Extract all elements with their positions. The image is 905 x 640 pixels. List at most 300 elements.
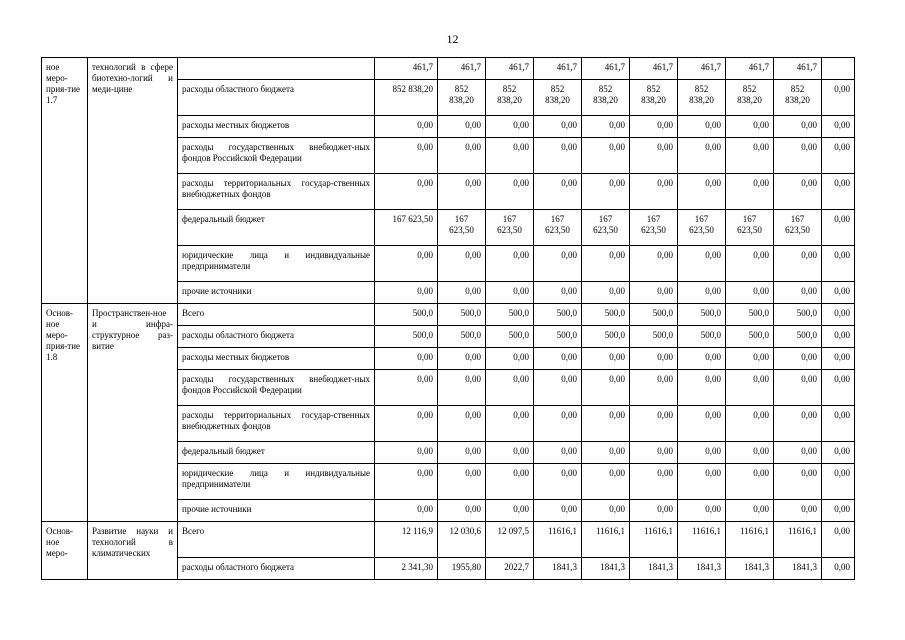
value-cell [486,304,534,326]
value-cell [630,442,678,464]
value-text: 500,0 [796,330,817,340]
value-text: 500,0 [460,330,481,340]
value-cell [486,210,534,246]
value-cell [726,442,774,464]
value-cell [726,116,774,138]
value-cell [582,304,630,326]
funding-source: Всего [178,522,375,558]
value-cell [822,246,855,282]
value-cell [726,464,774,500]
value-text: 0,00 [834,468,850,478]
value-text: 1955,80 [451,562,481,572]
value-cell [486,246,534,282]
value-cell [438,174,486,210]
value-cell [774,406,822,442]
value-text: 167 623,50 [689,214,714,235]
value-text: 0,00 [513,504,529,514]
value-cell [582,442,630,464]
measure-code: Основ-ное меро-прия-тие 1.8 [42,304,88,522]
value-text: 0,00 [513,410,529,420]
value-cell [534,80,582,116]
value-cell [630,116,678,138]
value-text: 461,7 [556,62,577,72]
value-cell [438,304,486,326]
value-cell [630,348,678,370]
value-text: 0,00 [561,142,577,152]
value-cell [774,210,822,246]
value-text: 0,00 [657,120,673,130]
measure-name: Пространствен-ное и инфра-структурное раз-витие [88,304,178,522]
value-text: 167 623,50 [449,214,474,235]
value-cell [630,406,678,442]
value-cell [822,406,855,442]
value-text: 1841,3 [744,562,769,572]
value-text: 0,00 [834,410,850,420]
value-text: 0,00 [465,142,481,152]
funding-source: федеральный бюджет [178,442,375,464]
value-cell [726,558,774,580]
value-cell [375,326,438,348]
value-text: 461,7 [412,62,433,72]
value-cell [534,500,582,522]
value-cell [678,246,726,282]
value-cell [438,406,486,442]
value-text: 0,00 [561,446,577,456]
funding-source: расходы государственных внебюджет-ных фондов Российской Федерации [178,370,375,406]
value-cell [582,246,630,282]
value-text: 0,00 [561,120,577,130]
value-cell [375,116,438,138]
value-cell [438,282,486,304]
value-text: 500,0 [652,308,673,318]
value-cell [678,304,726,326]
value-text: 167 623,50 [545,214,570,235]
value-cell [534,246,582,282]
value-text: 0,00 [801,286,817,296]
value-cell [534,406,582,442]
value-cell [726,80,774,116]
value-cell [630,174,678,210]
value-cell [678,406,726,442]
value-cell [375,558,438,580]
value-cell [375,500,438,522]
value-text: 167 623,50 [593,214,618,235]
measure-name: технологий в сфере биотехно-логий и меди-цине [88,58,178,304]
value-cell [678,558,726,580]
value-cell [486,464,534,500]
value-text: 0,00 [561,178,577,188]
value-text: 0,00 [513,286,529,296]
value-cell [582,348,630,370]
value-text: 0,00 [561,250,577,260]
value-cell [726,370,774,406]
measure-name: Развитие науки и технологий в климатических [88,522,178,580]
value-text: 1841,3 [648,562,673,572]
value-cell [438,326,486,348]
value-text: 0,00 [465,352,481,362]
value-text: 0,00 [705,446,721,456]
value-cell [726,348,774,370]
value-cell [375,464,438,500]
value-cell [438,558,486,580]
value-text: 0,00 [609,446,625,456]
value-text: 0,00 [705,120,721,130]
value-text: 0,00 [513,352,529,362]
value-cell [486,116,534,138]
value-text: 0,00 [657,352,673,362]
value-text: 0,00 [609,250,625,260]
value-cell [678,282,726,304]
value-cell [726,282,774,304]
value-text: 1841,3 [792,562,817,572]
value-cell [534,326,582,348]
value-text: 0,00 [834,142,850,152]
value-text: 0,00 [753,504,769,514]
value-cell [822,370,855,406]
value-cell [375,138,438,174]
value-cell [678,80,726,116]
value-cell [774,326,822,348]
value-cell [534,138,582,174]
value-text: 0,00 [417,374,433,384]
value-text: 0,00 [705,142,721,152]
value-cell [582,58,630,80]
value-text: 0,00 [417,410,433,420]
value-cell [678,348,726,370]
value-cell [582,326,630,348]
value-text: 0,00 [801,410,817,420]
value-cell [534,464,582,500]
value-cell [486,174,534,210]
value-cell [678,58,726,80]
value-text: 1841,3 [600,562,625,572]
value-cell [726,500,774,522]
value-text: 852 838,20 [641,84,666,105]
value-cell [375,304,438,326]
value-text: 0,00 [417,286,433,296]
page-number: 12 [446,32,459,46]
funding-source: прочие источники [178,500,375,522]
value-cell [726,522,774,558]
funding-source: расходы местных бюджетов [178,116,375,138]
value-text: 0,00 [753,142,769,152]
value-text: 0,00 [705,286,721,296]
value-text: 0,00 [417,468,433,478]
table-body [42,58,855,580]
value-text: 0,00 [753,250,769,260]
value-text: 0,00 [705,178,721,188]
value-cell [822,442,855,464]
value-text: 0,00 [801,446,817,456]
value-cell [438,210,486,246]
funding-source: расходы местных бюджетов [178,348,375,370]
value-text: 0,00 [834,250,850,260]
value-text: 0,00 [609,178,625,188]
value-cell [375,348,438,370]
value-cell [486,500,534,522]
value-cell [630,370,678,406]
funding-source: юридические лица и индивидуальные предприниматели [178,464,375,500]
value-text: 852 838,20 [737,84,762,105]
value-cell [822,138,855,174]
value-text: 0,00 [657,504,673,514]
value-text: 0,00 [753,352,769,362]
value-text: 0,00 [834,308,850,318]
value-text: 500,0 [700,308,721,318]
value-cell [375,210,438,246]
value-cell [726,138,774,174]
value-text: 500,0 [460,308,481,318]
value-cell [375,80,438,116]
value-cell [774,304,822,326]
funding-source: Всего [178,304,375,326]
value-cell [822,304,855,326]
table-row [42,304,855,326]
value-cell [582,558,630,580]
value-text: 0,00 [657,374,673,384]
value-cell [822,282,855,304]
value-cell [726,246,774,282]
value-cell [774,282,822,304]
table-row [42,522,855,558]
value-cell [630,326,678,348]
value-cell [486,58,534,80]
value-text: 0,00 [609,352,625,362]
value-cell [774,348,822,370]
value-cell [582,500,630,522]
value-text: 0,00 [801,504,817,514]
value-text: 0,00 [465,504,481,514]
value-text: 461,7 [652,62,673,72]
value-cell [486,326,534,348]
value-cell [822,58,855,80]
value-text: 0,00 [465,446,481,456]
value-cell [534,210,582,246]
value-text: 0,00 [417,504,433,514]
value-text: 2 341,30 [401,562,433,572]
value-text: 167 623,50 [785,214,810,235]
value-text: 0,00 [657,468,673,478]
value-cell [582,174,630,210]
value-text: 0,00 [417,250,433,260]
value-cell [486,138,534,174]
value-cell [822,500,855,522]
value-text: 0,00 [657,250,673,260]
value-text: 0,00 [834,374,850,384]
value-text: 0,00 [834,526,850,536]
value-cell [375,246,438,282]
value-cell [582,464,630,500]
value-cell [486,80,534,116]
value-text: 0,00 [417,142,433,152]
measure-code: ное меро-прия-тие 1.7 [42,58,88,304]
value-cell [630,522,678,558]
value-text: 0,00 [657,446,673,456]
value-cell [726,58,774,80]
value-text: 0,00 [705,250,721,260]
table-row [42,58,855,80]
value-cell [534,370,582,406]
value-text: 852 838,20 [449,84,474,105]
value-cell [438,116,486,138]
value-cell [438,246,486,282]
value-text: 852 838,20 [545,84,570,105]
value-cell [534,522,582,558]
value-cell [534,348,582,370]
value-cell [726,304,774,326]
value-cell [582,522,630,558]
value-text: 0,00 [801,352,817,362]
value-text: 0,00 [657,286,673,296]
value-cell [774,522,822,558]
value-cell [630,500,678,522]
value-text: 0,00 [465,250,481,260]
value-text: 0,00 [705,468,721,478]
value-text: 2022,7 [504,562,529,572]
value-text: 0,00 [753,410,769,420]
value-cell [678,116,726,138]
value-text: 500,0 [748,330,769,340]
funding-source: прочие источники [178,282,375,304]
value-text: 852 838,20 [785,84,810,105]
value-text: 0,00 [834,562,850,572]
value-text: 0,00 [513,468,529,478]
value-cell [678,326,726,348]
value-cell [630,210,678,246]
value-text: 461,7 [748,62,769,72]
value-cell [582,370,630,406]
value-cell [375,174,438,210]
value-cell [534,442,582,464]
value-text: 500,0 [796,308,817,318]
value-text: 0,00 [753,446,769,456]
value-cell [438,370,486,406]
funding-source: расходы областного бюджета [178,326,375,348]
value-cell [582,282,630,304]
value-cell [375,282,438,304]
value-text: 0,00 [609,374,625,384]
funding-source: расходы территориальных государ-ственных внебюджетных фондов [178,406,375,442]
value-cell [438,500,486,522]
value-cell [438,522,486,558]
value-text: 0,00 [513,446,529,456]
funding-source: юридические лица и индивидуальные предприниматели [178,246,375,282]
value-text: 0,00 [561,374,577,384]
value-text: 0,00 [753,120,769,130]
value-text: 0,00 [609,504,625,514]
value-cell [774,370,822,406]
value-cell [582,116,630,138]
value-cell [438,80,486,116]
value-text: 0,00 [834,214,850,224]
value-text: 0,00 [609,410,625,420]
value-cell [726,326,774,348]
value-cell [486,406,534,442]
value-cell [534,174,582,210]
value-text: 500,0 [556,308,577,318]
value-text: 11616,1 [788,526,817,536]
value-cell [375,370,438,406]
value-text: 0,00 [513,178,529,188]
value-text: 852 838,20 [497,84,522,105]
value-cell [375,522,438,558]
value-cell [678,442,726,464]
value-cell [486,442,534,464]
value-cell [822,464,855,500]
value-cell [774,116,822,138]
value-cell [630,464,678,500]
value-text: 0,00 [834,504,850,514]
value-cell [486,282,534,304]
value-cell [582,406,630,442]
value-text: 0,00 [753,374,769,384]
value-cell [678,138,726,174]
value-cell [774,138,822,174]
value-text: 500,0 [412,330,433,340]
value-text: 0,00 [417,446,433,456]
value-text: 0,00 [705,410,721,420]
value-cell [822,80,855,116]
value-text: 0,00 [705,374,721,384]
value-cell [678,464,726,500]
value-text: 0,00 [753,178,769,188]
value-cell [822,174,855,210]
value-cell [726,174,774,210]
value-text: 0,00 [801,374,817,384]
value-text: 0,00 [834,286,850,296]
value-cell [438,442,486,464]
funding-source: расходы государственных внебюджет-ных фондов Российской Федерации [178,138,375,174]
value-cell [774,442,822,464]
value-text: 0,00 [417,120,433,130]
value-cell [534,116,582,138]
value-cell [774,246,822,282]
value-text: 0,00 [801,120,817,130]
value-cell [630,246,678,282]
value-text: 461,7 [700,62,721,72]
value-cell [726,406,774,442]
value-text: 852 838,20 [593,84,618,105]
value-cell [375,406,438,442]
budget-table [41,57,855,580]
value-cell [678,522,726,558]
value-text: 0,00 [834,178,850,188]
value-cell [582,80,630,116]
value-text: 0,00 [801,468,817,478]
value-text: 0,00 [801,178,817,188]
value-text: 0,00 [561,352,577,362]
value-text: 0,00 [834,120,850,130]
value-cell [534,282,582,304]
value-cell [630,58,678,80]
value-cell [822,116,855,138]
value-cell [774,464,822,500]
value-text: 0,00 [705,352,721,362]
value-text: 0,00 [465,374,481,384]
value-cell [438,138,486,174]
value-text: 0,00 [801,142,817,152]
value-cell [438,464,486,500]
value-text: 0,00 [465,468,481,478]
value-text: 852 838,20 [689,84,714,105]
value-cell [630,282,678,304]
value-cell [822,210,855,246]
value-cell [822,522,855,558]
value-text: 0,00 [609,286,625,296]
value-cell [774,558,822,580]
value-text: 0,00 [609,120,625,130]
value-cell [486,348,534,370]
